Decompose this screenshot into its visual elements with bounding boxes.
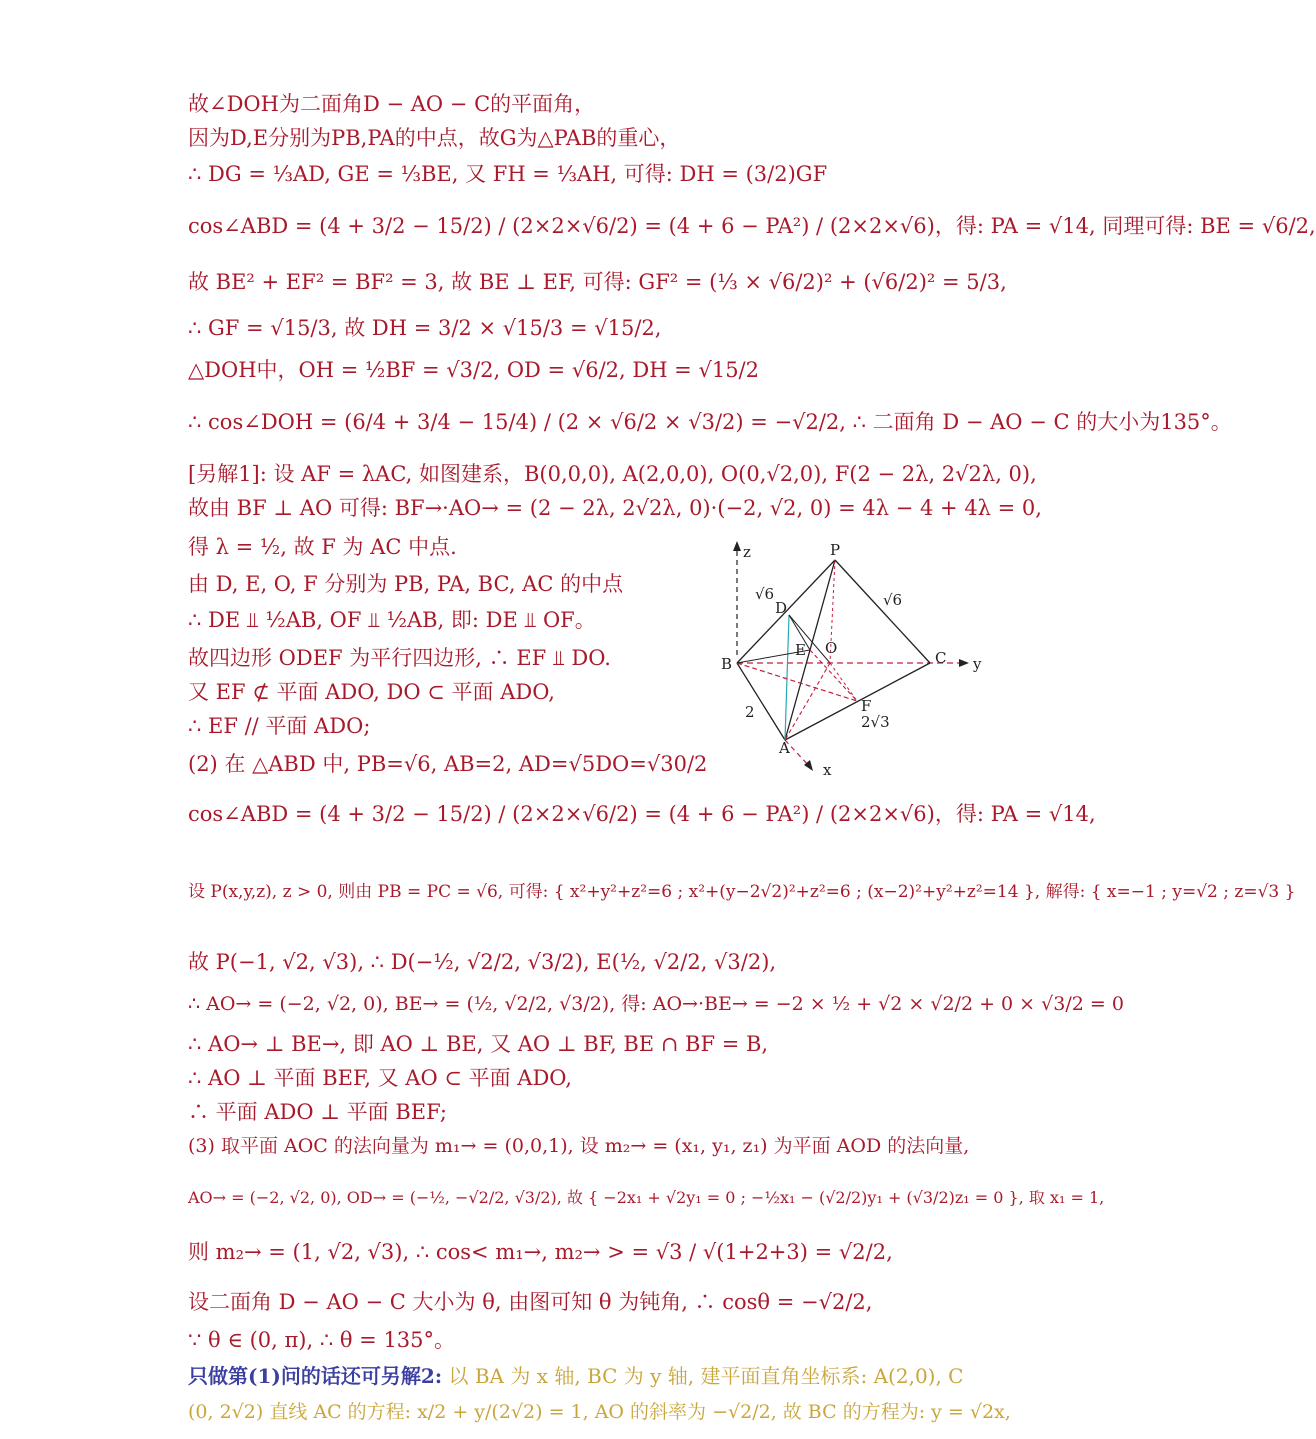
label-A: A — [779, 739, 790, 757]
label-O: O — [825, 639, 838, 657]
label-z: z — [743, 543, 751, 561]
label-E: E — [795, 641, 806, 659]
solution-line: 因为D,E分别为PB,PA的中点，故G为△PAB的重心， — [188, 126, 681, 150]
label-P: P — [830, 541, 841, 559]
solution-line: ∵ θ ∈ (0, π), ∴ θ = 135°。 — [188, 1328, 456, 1352]
label-BA-length: 2 — [745, 703, 755, 721]
solution-line: 故 BE² + EF² = BF² = 3, 故 BE ⊥ EF, 可得: GF² = (⅓ × √6/2)² + (√6/2)² = 5/3, — [188, 270, 1007, 294]
solution-line: 故∠DOH为二面角D − AO − C的平面角， — [188, 92, 596, 116]
geometry-figure — [715, 535, 995, 785]
solution-line: △DOH中，OH = ½BF = √3/2, OD = √6/2, DH = √15/2 — [188, 358, 759, 382]
label-D: D — [775, 599, 788, 617]
z-axis-arrow-icon — [733, 541, 741, 551]
solution-line: 故四边形 ODEF 为平行四边形, ∴ EF ⫫ DO. — [188, 646, 611, 670]
label-F: F — [861, 697, 872, 715]
solution-line: ∴ AO→ ⊥ BE→, 即 AO ⊥ BE, 又 AO ⊥ BF, BE ∩ BF = B, — [188, 1032, 769, 1056]
solution-line: ∴ GF = √15/3, 故 DH = 3/2 × √15/3 = √15/2, — [188, 316, 662, 340]
solution-line: 设二面角 D − AO − C 大小为 θ, 由图可知 θ 为钝角, ∴ cosθ = −√2/2, — [188, 1290, 873, 1314]
alt-solution-2-text: (0, 2√2) 直线 AC 的方程: x/2 + y/(2√2) = 1, AO 的斜率为 −√2/2, 故 BC 的方程为: y = √2x, — [188, 1401, 1011, 1423]
alt-solution-2-label: 只做第(1)问的话还可另解2: — [188, 1364, 443, 1388]
label-PB-length: √6 — [755, 585, 775, 603]
y-axis-arrow-icon — [959, 659, 969, 667]
solution-line: 则 m₂→ = (1, √2, √3), ∴ cos< m₁→, m₂→ > = √3 / √(1+2+3) = √2/2, — [188, 1240, 893, 1264]
solution-line: ∴ AO ⊥ 平面 BEF, 又 AO ⊂ 平面 ADO, — [188, 1066, 572, 1090]
solution-line: ∴ 平面 ADO ⊥ 平面 BEF; — [188, 1100, 448, 1124]
label-B: B — [721, 655, 733, 673]
label-x: x — [823, 761, 832, 779]
edge-BA — [737, 663, 785, 740]
label-PC-length: √6 — [883, 591, 903, 609]
label-C: C — [935, 649, 947, 667]
solution-line: 得 λ = ½, 故 F 为 AC 中点. — [188, 535, 457, 559]
solution-line: 设 P(x,y,z), z > 0, 则由 PB = PC = √6, 可得: { x²+y²+z²=6 ; x²+(y−2√2)²+z²=6 ; (x−2)²+y²+z²=14 }, 解得: { x=−1 ; y=√2 ; z=√3 } — [188, 882, 1296, 902]
solution-line: ∴ DE ⫫ ½AB, OF ⫫ ½AB, 即: DE ⫫ OF。 — [188, 608, 596, 632]
solution-line: ∴ cos∠DOH = (6/4 + 3/4 − 15/4) / (2 × √6/2 × √3/2) = −√2/2, ∴ 二面角 D − AO − C 的大小为135°。 — [188, 410, 1232, 434]
label-AC-length: 2√3 — [861, 713, 890, 731]
line-OF — [830, 663, 857, 701]
edge-AC — [785, 663, 930, 740]
solution-line: cos∠ABD = (4 + 3/2 − 15/2) / (2×2×√6/2) = (4 + 6 − PA²) / (2×2×√6)，得: PA = √14, — [188, 802, 1096, 826]
line-EF — [810, 650, 857, 701]
solution-line: (3) 取平面 AOC 的法向量为 m₁→ = (0,0,1), 设 m₂→ = (x₁, y₁, z₁) 为平面 AOD 的法向量, — [188, 1135, 970, 1157]
pyramid-diagram — [715, 535, 995, 785]
solution-line: (2) 在 △ABD 中, PB=√6, AB=2, AD=√5DO=√30/2 — [188, 752, 708, 776]
edge-PC — [835, 560, 930, 663]
solution-line: cos∠ABD = (4 + 3/2 − 15/2) / (2×2×√6/2) = (4 + 6 − PA²) / (2×2×√6)，得: PA = √14, 同理可得: BE = √6/2, — [188, 214, 1316, 238]
alt-solution-2 — [188, 1362, 964, 1390]
solution-line: ∴ DG = ⅓AD, GE = ⅓BE, 又 FH = ⅓AH, 可得: DH = (3/2)GF — [188, 162, 828, 186]
label-y: y — [973, 655, 982, 673]
solution-line: 故由 BF ⊥ AO 可得: BF→·AO→ = (2 − 2λ, 2√2λ, 0)·(−2, √2, 0) = 4λ − 4 + 4λ = 0, — [188, 496, 1042, 520]
solution-line: 又 EF ⊄ 平面 ADO, DO ⊂ 平面 ADO, — [188, 680, 555, 704]
alt-solution-1-line: [另解1]: 设 AF = λAC, 如图建系，B(0,0,0), A(2,0,0), O(0,√2,0), F(2 − 2λ, 2√2λ, 0), — [188, 462, 1037, 486]
solution-line: AO→ = (−2, √2, 0), OD→ = (−½, −√2/2, √3/2), 故 { −2x₁ + √2y₁ = 0 ; −½x₁ − (√2/2)y₁ + (√3/2)z₁ = 0 }, 取 x₁ = 1, — [188, 1188, 1105, 1207]
alt-solution-2-text: 以 BA 为 x 轴, BC 为 y 轴, 建平面直角坐标系: A(2,0), C — [448, 1364, 964, 1388]
solution-line: ∴ AO→ = (−2, √2, 0), BE→ = (½, √2/2, √3/2), 得: AO→·BE→ = −2 × ½ + √2 × √2/2 + 0 × √3/2 = 0 — [188, 993, 1124, 1015]
line-DA — [785, 615, 789, 740]
solution-line: ∴ EF // 平面 ADO; — [188, 714, 371, 738]
solution-line: 由 D, E, O, F 分别为 PB, PA, BC, AC 的中点 — [188, 572, 624, 596]
solution-line: 故 P(−1, √2, √3), ∴ D(−½, √2/2, √3/2), E(½, √2/2, √3/2), — [188, 950, 777, 974]
